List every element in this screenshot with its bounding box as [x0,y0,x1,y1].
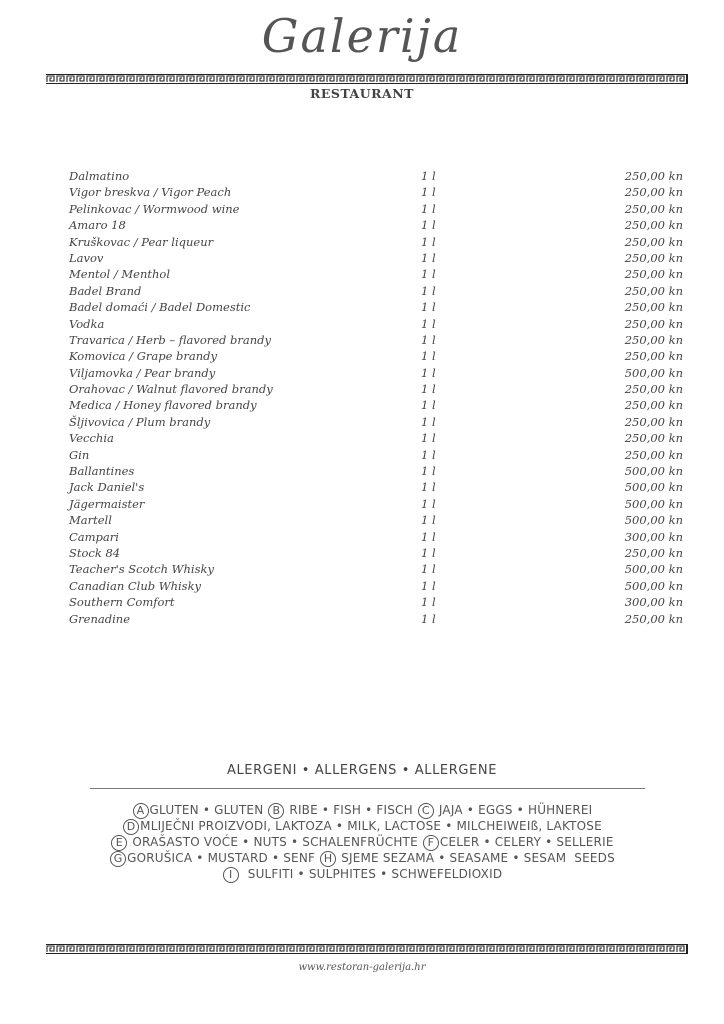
menu-item-volume: 1 l [421,398,436,413]
menu-item-name: Martell [69,513,112,528]
allergen-code-badge: H [320,851,336,867]
allergen-text: SULFITI • SULPHITES • SCHWEFELDIOXID [239,867,503,881]
menu-row [69,184,683,200]
allergen-code-badge: I [223,867,239,883]
menu-item-volume: 1 l [421,382,436,397]
allergen-text: ORAŠASTO VOĆE • NUTS • SCHALENFRÜCHTE [128,835,422,849]
menu-item-volume: 1 l [421,513,436,528]
menu-row [69,529,683,545]
menu-item-name: Šljivovica / Plum brandy [69,414,211,429]
menu-item-volume: 1 l [421,300,436,315]
menu-item-name: Vodka [69,316,105,331]
allergen-text: GORUŠICA • MUSTARD • SENF [127,851,320,865]
restaurant-logo: Galerija [261,9,463,63]
allergen-text: CELER • CELERY • SELLERIE [439,835,614,849]
allergens-list [0,802,724,882]
menu-item-price: 500,00 kn [624,513,683,528]
menu-item-price: 250,00 kn [624,611,683,626]
menu-row [69,578,683,594]
menu-item-volume: 1 l [421,431,436,446]
menu-row [69,201,683,217]
menu-item-name: Southern Comfort [69,595,175,610]
menu-item-volume: 1 l [421,480,436,495]
menu-row [69,414,683,430]
menu-item-name: Mentol / Menthol [69,267,171,282]
allergen-code-badge: E [111,835,127,851]
menu-item-price: 250,00 kn [624,316,683,331]
allergens-title: ALERGENI • ALLERGENS • ALLERGENE [226,763,498,778]
menu-row [69,479,683,495]
menu-item-price: 250,00 kn [624,349,683,364]
menu-item-name: Canadian Club Whisky [69,578,202,593]
allergen-line [0,802,724,818]
allergen-code-badge: D [123,819,139,835]
menu-row [69,234,683,250]
menu-item-name: Badel domaći / Badel Domestic [69,300,251,315]
menu-item-volume: 1 l [421,611,436,626]
menu-item-volume: 1 l [421,447,436,462]
greek-key-border-bottom [46,944,688,954]
menu-item-name: Jägermaister [69,496,145,511]
menu-item-name: Vecchia [69,431,114,446]
allergen-text: RIBE • FISH • FISCH [285,803,417,817]
menu-row [69,381,683,397]
menu-item-volume: 1 l [421,496,436,511]
greek-key-pattern [46,945,686,953]
menu-item-price: 250,00 kn [624,447,683,462]
menu-item-name: Jack Daniel's [69,480,145,495]
allergen-code-badge: B [268,803,284,819]
menu-item-price: 250,00 kn [624,185,683,200]
menu-item-price: 250,00 kn [624,201,683,216]
allergen-code-badge: A [133,803,149,819]
menu-item-volume: 1 l [421,185,436,200]
restaurant-subtitle: RESTAURANT [310,86,414,101]
menu-row [69,348,683,364]
menu-item-price: 250,00 kn [624,234,683,249]
menu-row [69,332,683,348]
allergen-text: MLIJEČNI PROIZVODI, LAKTOZA • MILK, LACTOSE • MILCHEIWEIß, LAKTOSE [140,819,602,833]
menu-item-name: Medica / Honey flavored brandy [69,398,257,413]
menu-item-volume: 1 l [421,283,436,298]
menu-row [69,250,683,266]
menu-row [69,266,683,282]
menu-item-volume: 1 l [421,595,436,610]
menu-row [69,316,683,332]
menu-item-volume: 1 l [421,332,436,347]
menu-item-name: Pelinkovac / Wormwood wine [69,201,240,216]
menu-item-volume: 1 l [421,169,436,183]
menu-item-price: 250,00 kn [624,169,683,183]
menu-item-volume: 1 l [421,562,436,577]
menu-row [69,365,683,381]
menu-item-name: Travarica / Herb – flavored brandy [69,332,272,347]
menu-item-name: Vigor breskva / Vigor Peach [69,185,232,200]
menu-item-name: Campari [69,529,119,544]
menu-item-volume: 1 l [421,218,436,233]
menu-item-price: 250,00 kn [624,398,683,413]
allergen-line [0,850,724,866]
allergens-divider [90,788,645,789]
menu-item-name: Gin [69,447,90,462]
allergen-code-badge: F [423,835,439,851]
menu-item-volume: 1 l [421,365,436,380]
menu-item-price: 250,00 kn [624,283,683,298]
menu-item-name: Grenadine [69,611,131,626]
menu-item-price: 250,00 kn [624,414,683,429]
menu-row [69,512,683,528]
menu-item-name: Badel Brand [69,283,142,298]
menu-item-price: 250,00 kn [624,267,683,282]
menu-item-name: Ballantines [69,464,135,479]
menu-item-price: 250,00 kn [624,382,683,397]
allergen-text: JAJA • EGGS • HÜHNEREI [434,803,593,817]
menu-item-volume: 1 l [421,529,436,544]
menu-item-price: 500,00 kn [624,480,683,495]
menu-item-name: Lavov [69,250,104,265]
allergen-line [0,818,724,834]
menu-item-price: 500,00 kn [624,496,683,511]
menu-item-volume: 1 l [421,545,436,560]
menu-row [69,397,683,413]
website-link[interactable]: www.restoran-galerija.hr [298,962,426,973]
menu-item-volume: 1 l [421,414,436,429]
menu-item-volume: 1 l [421,201,436,216]
menu-item-volume: 1 l [421,234,436,249]
menu-row [69,283,683,299]
menu-item-name: Teacher's Scotch Whisky [69,562,214,577]
menu-item-volume: 1 l [421,316,436,331]
menu-item-volume: 1 l [421,267,436,282]
menu-item-name: Dalmatino [69,169,130,183]
menu-row [69,168,683,184]
menu-item-name: Orahovac / Walnut flavored brandy [69,382,273,397]
menu-row [69,430,683,446]
menu-item-volume: 1 l [421,464,436,479]
menu-item-name: Komovica / Grape brandy [69,349,218,364]
menu-item-volume: 1 l [421,250,436,265]
menu-row [69,561,683,577]
menu-item-price: 500,00 kn [624,464,683,479]
menu-item-price: 500,00 kn [624,562,683,577]
menu-item-price: 300,00 kn [624,529,683,544]
greek-key-border-top [46,74,688,84]
menu-item-name: Viljamovka / Pear brandy [69,365,216,380]
menu-item-price: 250,00 kn [624,431,683,446]
menu-item-price: 250,00 kn [624,250,683,265]
allergen-code-badge: G [110,851,126,867]
menu-row [69,496,683,512]
menu-item-price: 500,00 kn [624,578,683,593]
menu-item-price: 250,00 kn [624,545,683,560]
menu-item-price: 250,00 kn [624,218,683,233]
menu-item-price: 250,00 kn [624,332,683,347]
menu-row [69,611,683,627]
greek-key-pattern [46,75,686,83]
menu-item-volume: 1 l [421,578,436,593]
menu-item-name: Kruškovac / Pear liqueur [69,234,214,249]
menu-row [69,594,683,610]
menu-item-volume: 1 l [421,349,436,364]
allergen-text: SJEME SEZAMA • SEASAME • SESAM SEEDS [337,851,615,865]
menu-row [69,463,683,479]
allergen-line [0,834,724,850]
menu-item-price: 300,00 kn [624,595,683,610]
menu-row [69,217,683,233]
drinks-menu [69,168,683,627]
menu-item-price: 250,00 kn [624,300,683,315]
allergen-line [0,866,724,882]
menu-item-price: 500,00 kn [624,365,683,380]
menu-item-name: Stock 84 [69,545,121,560]
menu-row [69,447,683,463]
allergen-code-badge: C [418,803,434,819]
menu-item-name: Amaro 18 [69,218,126,233]
allergen-text: GLUTEN • GLUTEN [149,803,268,817]
menu-row [69,299,683,315]
menu-row [69,545,683,561]
